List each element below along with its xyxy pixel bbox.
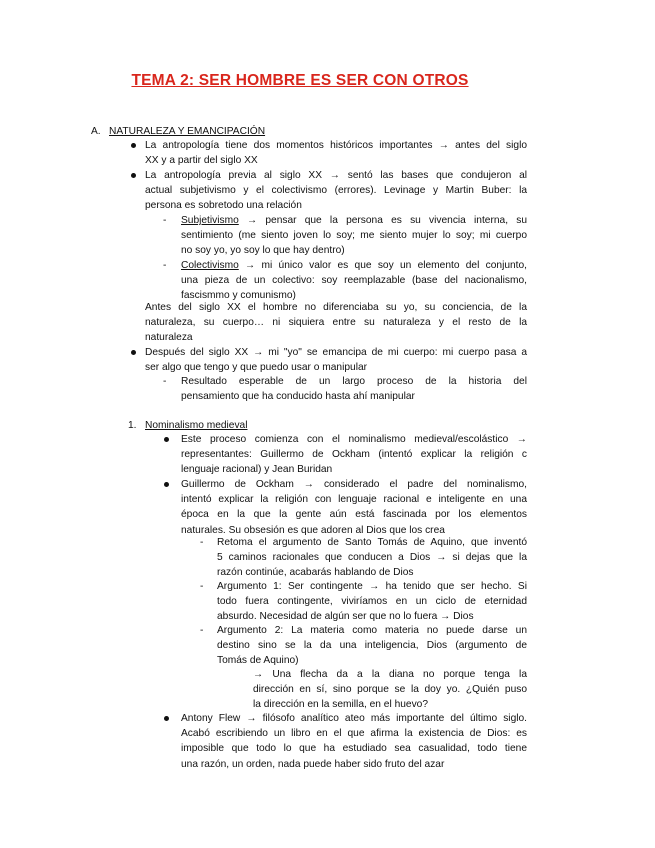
dash-marker: - [163,376,167,387]
dash-marker: - [200,625,204,636]
colectivismo-term: Colectivismo [181,260,239,271]
section-a-bullet-3: Después del siglo XX → mi "yo" se emancipa de mi cuerpo: mi cuerpo pasa a ser algo que tengo y que puedo usar o manipular [145,347,527,374]
section-a-paragraph: Antes del siglo XX el hombre no diferenciaba su yo, su conciencia, de la naturaleza, su cuerpo… ni siquiera entre su naturaleza y el resto de la naturaleza [145,302,527,344]
colectivismo-item: Colectivismo → mi único valor es que soy un elemento del conjunto, una pieza de un colectivo: soy reemplazable (base del nacionalismo, fascismmo y comunismo) [181,260,527,302]
section-a-dash-3: Resultado esperable de un largo proceso de la historia del pensamiento que ha conducido hasta ahí manipular [181,376,527,403]
subjetivismo-item: Subjetivismo → pensar que la persona es su vivencia interna, su sentimiento (me siento joven lo soy; me siento mujer lo soy; mi cuerpo no soy yo, yo soy lo que hay dentro) [181,215,527,257]
bullet-icon [131,173,136,178]
section-1-marker: 1. [128,420,137,431]
bullet-icon [164,482,169,487]
dash-marker: - [163,260,167,271]
section-1-bullet-2: Guillermo de Ockham → considerado el padre del nominalismo, intentó explicar la religión con lenguaje racional e inteligente en una época en la que la gente aún está fascinada por los elementos naturales. Su obsesión es que adoren al Dios que los crea [181,479,527,536]
subjetivismo-term: Subjetivismo [181,215,239,226]
section-1-bullet-3: Antony Flew → filósofo analítico ateo más importante del último siglo. Acabó escribiendo un libro en el que afirma la existencia de Dios: es imposible que todo lo que ha estudiado sea casualidad, todo tiene una razón, un orden, nada puede haber sido fruto del azar [181,713,527,770]
section-1-heading: Nominalismo medieval [145,420,248,431]
section-1-dash-3: Argumento 2: La materia como materia no puede darse un destino sino se la da una inteligencia, Dios (argumento de Tomás de Aquino) [217,625,527,667]
section-1-bullet-1: Este proceso comienza con el nominalismo medieval/escolástico → representantes: Guillermo de Ockham (intentó explicar la religión c lenguaje racional) y Jean Buridan [181,434,527,476]
section-1-dash-2: Argumento 1: Ser contingente → ha tenido que ser hecho. Si todo fuera contingente, viviríamos en un ciclo de eternidad absurdo. Necesidad de algún ser que no lo fuera → Dios [217,581,527,623]
section-a-bullet-1: La antropología tiene dos momentos históricos importantes → antes del siglo XX y a partir del siglo XX [145,140,527,167]
section-a-marker: A. [91,126,101,137]
dash-marker: - [163,215,167,226]
dash-marker: - [200,537,204,548]
section-1-dash-1: Retoma el argumento de Santo Tomás de Aquino, que inventó 5 caminos racionales que conducen a Dios → si dejas que la razón continúe, acabarás hablando de Dios [217,537,527,579]
page-title: TEMA 2: SER HOMBRE ES SER CON OTROS [131,72,469,89]
bullet-icon [131,143,136,148]
arrow-subitem: → Una flecha da a la diana no porque tenga la dirección en sí, sino porque se la doy yo. ¿Quién puso la dirección en la semilla, en el huevo? [253,669,527,711]
dash-marker: - [200,581,204,592]
section-a-heading: NATURALEZA Y EMANCIPACIÓN [109,126,266,137]
bullet-icon [164,437,169,442]
bullet-icon [164,716,169,721]
section-a-bullet-2: La antropología previa al siglo XX → sentó las bases que condujeron al actual subjetivismo y el colectivismo (errores). Levinage y Martin Buber: la persona es sobretodo una relación [145,170,527,212]
bullet-icon [131,350,136,355]
